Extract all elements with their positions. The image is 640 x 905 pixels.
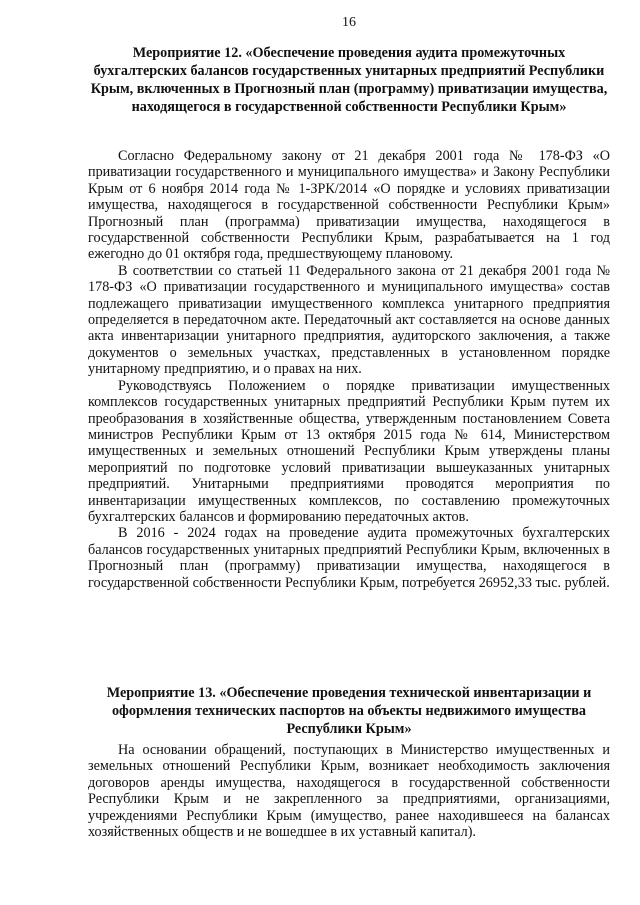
section-12-body <box>88 148 610 591</box>
section-12-paragraph-4: В 2016 - 2024 годах на проведение аудита промежуточных бухгалтерских балансов государственных унитарных предприятий Республики Крым, включенных в Прогнозный план (программу) приватизации имущества, находящегося в государственной собственности Республики Крым, потребуется 26952,33 тыс. рублей. <box>88 525 610 591</box>
section-13-paragraph-1: На основании обращений, поступающих в Министерство имущественных и земельных отношений Республики Крым, возникает необходимость заключения договоров аренды имущества, находящегося в государственной собственности Республики Крым и не закрепленного за предприятиями, организациями, учреждениями Республики Крым (имущество, ранее находившееся на балансах хозяйственных обществ и не вошедшее в их уставный капитал). <box>88 742 610 841</box>
section-13-body <box>88 742 610 840</box>
page-number: 16 <box>342 15 356 30</box>
section-12-paragraph-1: Согласно Федеральному закону от 21 декабря 2001 года № 178-ФЗ «О приватизации государственного и муниципального имущества» и Закону Республики Крым от 6 ноября 2014 года № 1-ЗРК/2014 «О порядке и условиях приватизации имущества, находящегося в государственной собственности Республики Крым» Прогнозный план (программа) приватизации имущества, находящегося в государственной собственности Республики Крым, разрабатывается на 1 год ежегодно до 01 октября года, предшествующему плановому. <box>88 148 610 263</box>
section-13-title: Мероприятие 13. «Обеспечение проведения технической инвентаризации и оформления технических паспортов на объекты недвижимого имущества Республики Крым» <box>106 685 592 737</box>
section-12-paragraph-2: В соответствии со статьей 11 Федерального закона от 21 декабря 2001 года № 178-ФЗ «О приватизации государственного и муниципального имущества» состав подлежащего приватизации имущественного комплекса унитарного предприятия определяется в передаточном акте. Передаточный акт составляется на основе данных акта инвентаризации унитарного предприятия, аудиторского заключения, а также документов о земельных участках, представленных в установленном порядке унитарному предприятию, и о правах на них. <box>88 262 610 378</box>
section-12-paragraph-3: Руководствуясь Положением о порядке приватизации имущественных комплексов государственных унитарных предприятий Республики Крым путем их преобразования в хозяйственные общества, утвержденным постановлением Совета министров Республики Крым от 13 октября 2015 года № 614, Министерством имущественных и земельных отношений Республики Крым утверждены планы мероприятий по подготовке условий приватизации вышеуказанных унитарных предприятий. Унитарными предприятиями проводятся мероприятия по инвентаризации имущественных комплексов, по составлению промежуточных бухгалтерских балансов и формированию передаточных актов. <box>88 377 610 525</box>
section-12-title: Мероприятие 12. «Обеспечение проведения аудита промежуточных бухгалтерских балансов государственных унитарных предприятий Республики Крым, включенных в Прогнозный план (программу) приватизации имущества, находящегося в государственной собственности Республики Крым» <box>90 45 608 115</box>
